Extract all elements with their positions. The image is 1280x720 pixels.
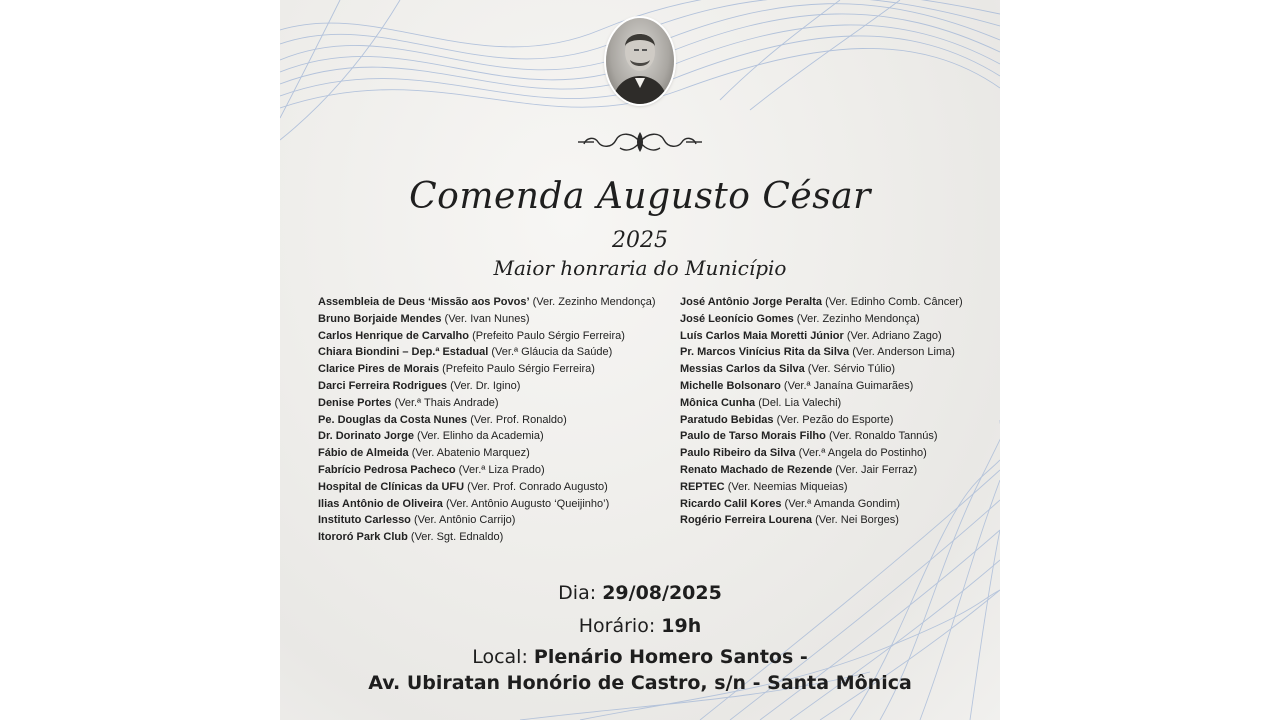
list-item: Hospital de Clínicas da UFU (Ver. Prof. Conrado Augusto) (318, 480, 608, 493)
list-item: Carlos Henrique de Carvalho (Prefeito Paulo Sérgio Ferreira) (318, 329, 625, 342)
list-item: Renato Machado de Rezende (Ver. Jair Ferraz) (680, 463, 918, 476)
list-item: Instituto Carlesso (Ver. Antônio Carrijo) (318, 514, 516, 527)
list-item: Pe. Douglas da Costa Nunes (Ver. Prof. Ronaldo) (318, 413, 567, 426)
list-item: Darci Ferreira Rodrigues (Ver. Dr. Igino) (318, 379, 521, 392)
poster (280, 0, 1000, 720)
list-item: Michelle Bolsonaro (Ver.ª Janaína Guimarães) (680, 379, 914, 392)
year: 2025 (612, 228, 668, 253)
honorees-left-column (318, 294, 678, 546)
list-item: Dr. Dorinato Jorge (Ver. Elinho da Academia) (318, 430, 544, 443)
list-item: Ilias Antônio de Oliveira (Ver. Antônio Augusto ‘Queijinho’) (318, 497, 610, 510)
subtitle: Maior honraria do Município (493, 256, 787, 280)
list-item: Messias Carlos da Silva (Ver. Sérvio Túlio) (680, 363, 896, 376)
event-place: Local: Plenário Homero Santos - (472, 646, 808, 668)
list-item: Clarice Pires de Morais (Prefeito Paulo Sérgio Ferreira) (318, 363, 595, 376)
list-item: Ricardo Calil Kores (Ver.ª Amanda Gondim) (680, 497, 900, 510)
list-item: Itororó Park Club (Ver. Sgt. Ednaldo) (318, 531, 504, 544)
list-item: José Leonício Gomes (Ver. Zezinho Mendonça) (680, 312, 920, 325)
list-item: José Antônio Jorge Peralta (Ver. Edinho Comb. Câncer) (680, 296, 963, 308)
title: Comenda Augusto César (409, 176, 871, 217)
list-item: Mônica Cunha (Del. Lia Valechi) (680, 396, 842, 409)
list-item: Fábio de Almeida (Ver. Abatenio Marquez) (318, 447, 530, 460)
list-item: Fabrício Pedrosa Pacheco (Ver.ª Liza Prado) (318, 463, 545, 476)
portrait (606, 18, 674, 104)
honorees-right-column (680, 294, 980, 529)
list-item: Rogério Ferreira Lourena (Ver. Nei Borges) (680, 514, 899, 527)
ornament-divider (576, 128, 704, 156)
list-item: Paulo Ribeiro da Silva (Ver.ª Angela do Postinho) (680, 447, 927, 460)
event-time: Horário: 19h (578, 615, 702, 637)
list-item: Bruno Borjaide Mendes (Ver. Ivan Nunes) (318, 312, 530, 325)
list-item: Paratudo Bebidas (Ver. Pezão do Esporte) (680, 413, 894, 426)
list-item: Chiara Biondini – Dep.ª Estadual (Ver.ª Gláucia da Saúde) (318, 346, 613, 359)
list-item: Denise Portes (Ver.ª Thais Andrade) (318, 396, 499, 409)
event-date: Dia: 29/08/2025 (558, 582, 722, 604)
list-item: Luís Carlos Maia Moretti Júnior (Ver. Adriano Zago) (680, 329, 942, 342)
list-item: Assembleia de Deus ‘Missão aos Povos’ (Ver. Zezinho Mendonça) (318, 296, 656, 308)
list-item: Pr. Marcos Vinícius Rita da Silva (Ver. Anderson Lima) (680, 346, 955, 359)
list-item: REPTEC (Ver. Neemias Miqueias) (680, 480, 848, 493)
list-item: Paulo de Tarso Morais Filho (Ver. Ronaldo Tannús) (680, 430, 938, 443)
event-address: Av. Ubiratan Honório de Castro, s/n - Santa Mônica (368, 672, 912, 694)
